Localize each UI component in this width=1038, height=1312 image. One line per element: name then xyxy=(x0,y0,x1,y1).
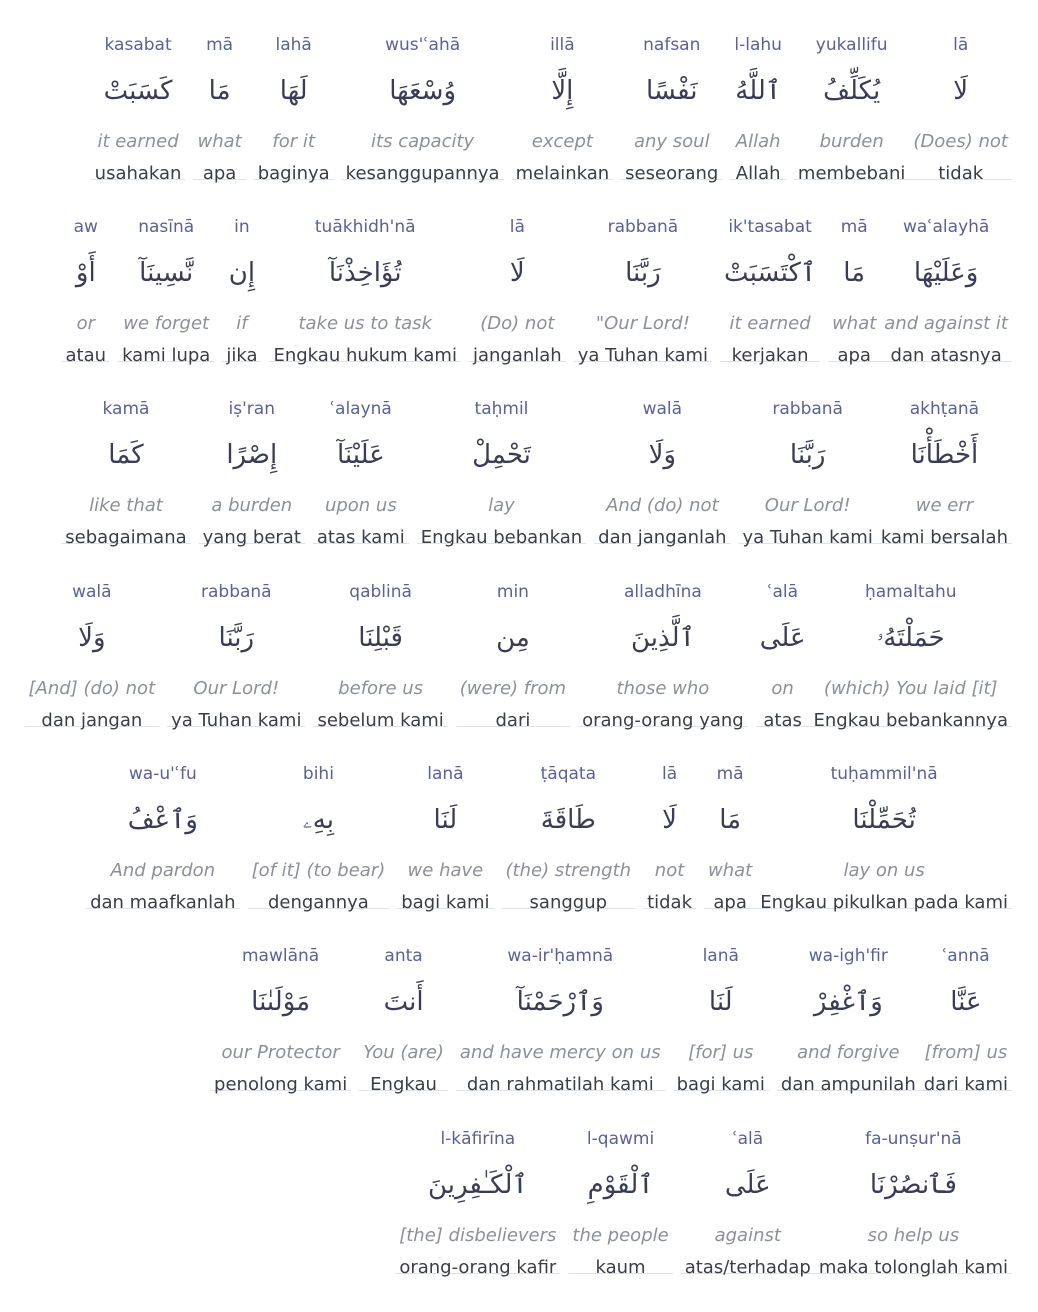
indonesian-meaning: penolong kami xyxy=(214,1074,348,1095)
arabic-word: ٱكْتَسَبَتْ xyxy=(724,258,817,288)
arabic-word: إِصْرًا xyxy=(226,440,278,470)
word-block[interactable] xyxy=(86,739,240,913)
arabic-word: إِلَّا xyxy=(551,76,574,106)
indonesian-meaning: janganlah xyxy=(472,345,562,366)
english-meaning: take us to task xyxy=(298,313,432,334)
english-meaning: the people xyxy=(572,1225,669,1246)
word-block[interactable] xyxy=(777,921,920,1095)
indonesian-meaning: atas kami xyxy=(316,527,405,548)
word-block[interactable] xyxy=(568,1104,672,1278)
indonesian-meaning: tidak xyxy=(647,892,693,913)
word-block[interactable] xyxy=(794,10,910,184)
transliteration: rabbanā xyxy=(201,582,272,602)
english-meaning: it earned xyxy=(97,131,179,152)
transliteration: kamā xyxy=(102,399,150,419)
english-meaning: lay xyxy=(488,495,515,516)
indonesian-meaning: kerjakan xyxy=(731,345,809,366)
word-block[interactable] xyxy=(313,374,409,548)
arabic-word: عَلَى xyxy=(759,623,806,653)
indonesian-meaning: dan jangan xyxy=(41,710,143,731)
word-block[interactable] xyxy=(920,921,1012,1095)
word-block[interactable] xyxy=(512,10,614,184)
english-meaning: and against it xyxy=(884,313,1008,334)
english-meaning: not xyxy=(654,860,685,881)
transliteration: walā xyxy=(72,582,112,602)
transliteration: iṣ'ran xyxy=(228,399,275,419)
verse-line xyxy=(17,557,1012,733)
transliteration: anta xyxy=(384,946,423,966)
indonesian-meaning: dan janganlah xyxy=(598,527,727,548)
indonesian-meaning: Engkau bebankan xyxy=(420,527,583,548)
word-block[interactable] xyxy=(704,739,756,913)
english-meaning: we forget xyxy=(123,313,210,334)
indonesian-meaning: dengannya xyxy=(267,892,369,913)
english-meaning: its capacity xyxy=(371,131,475,152)
word-block[interactable] xyxy=(456,921,665,1095)
english-meaning: we err xyxy=(915,495,974,516)
arabic-word: نَّسِينَآ xyxy=(139,258,194,288)
word-block[interactable] xyxy=(828,192,880,366)
word-block[interactable] xyxy=(720,192,820,366)
word-block[interactable] xyxy=(254,10,334,184)
word-block[interactable] xyxy=(681,1104,815,1278)
arabic-word: بِهِۦ xyxy=(302,805,334,835)
transliteration: ʿannā xyxy=(942,946,990,966)
verse-line xyxy=(387,1104,1012,1280)
verse-line xyxy=(53,374,1012,550)
arabic-word: رَبَّنَا xyxy=(789,440,826,470)
transliteration: kasabat xyxy=(104,35,172,55)
transliteration: ḥamaltahu xyxy=(864,582,957,602)
word-block[interactable] xyxy=(417,374,586,548)
english-meaning: for it xyxy=(272,131,315,152)
indonesian-meaning: orang-orang kafir xyxy=(399,1257,557,1278)
english-meaning: and forgive xyxy=(797,1042,900,1063)
english-meaning: what xyxy=(832,313,877,334)
indonesian-meaning: Engkau bebankannya xyxy=(813,710,1008,731)
transliteration: bihi xyxy=(302,764,334,784)
transliteration: lā xyxy=(661,764,678,784)
word-block[interactable] xyxy=(810,557,1012,731)
word-block[interactable] xyxy=(469,192,566,366)
english-meaning: burden xyxy=(819,131,884,152)
arabic-word: مَا xyxy=(719,805,742,835)
arabic-word: مِن xyxy=(496,623,530,653)
word-block[interactable] xyxy=(342,10,504,184)
arabic-word: تُؤَاخِذْنَآ xyxy=(328,258,402,288)
word-block[interactable] xyxy=(193,10,245,184)
word-block[interactable] xyxy=(359,921,448,1095)
transliteration: qablinā xyxy=(349,582,412,602)
indonesian-meaning: atau xyxy=(65,345,107,366)
arabic-word: عَلَى xyxy=(724,1170,771,1200)
indonesian-meaning: usahakan xyxy=(94,163,182,184)
english-meaning: Our Lord! xyxy=(193,678,280,699)
english-meaning: or xyxy=(76,313,95,334)
indonesian-meaning: kaum xyxy=(595,1257,646,1278)
arabic-word: رَبَّنَا xyxy=(218,623,255,653)
indonesian-meaning: yang berat xyxy=(202,527,301,548)
transliteration: l-lahu xyxy=(734,35,782,55)
transliteration: wa-ir'ḥamnā xyxy=(507,946,614,966)
arabic-word: لَا xyxy=(509,258,525,288)
word-block[interactable] xyxy=(594,374,730,548)
indonesian-meaning: kami lupa xyxy=(122,345,211,366)
indonesian-meaning: dan rahmatilah kami xyxy=(466,1074,654,1095)
english-meaning: upon us xyxy=(324,495,397,516)
word-block[interactable] xyxy=(62,192,111,366)
arabic-word: ٱلْقَوْمِ xyxy=(587,1170,654,1200)
english-meaning: any soul xyxy=(633,131,710,152)
word-block[interactable] xyxy=(815,1104,1012,1278)
arabic-word: رَبَّنَا xyxy=(625,258,661,288)
arabic-word: ٱللَّهُ xyxy=(735,76,781,106)
indonesian-meaning: tidak xyxy=(938,163,984,184)
verse-line xyxy=(54,192,1012,368)
english-meaning: Allah xyxy=(735,131,781,152)
arabic-word: لَا xyxy=(662,805,677,835)
arabic-word: وَلَا xyxy=(648,440,677,470)
arabic-word: تُحَمِّلْنَا xyxy=(852,805,916,835)
english-meaning: and have mercy on us xyxy=(459,1042,661,1063)
english-meaning: what xyxy=(708,860,753,881)
transliteration: tuḥammil'nā xyxy=(830,764,938,784)
transliteration: walā xyxy=(642,399,683,419)
indonesian-meaning: atas xyxy=(763,710,802,731)
english-meaning: except xyxy=(531,131,593,152)
transliteration: alladhīna xyxy=(624,582,702,602)
transliteration: taḥmil xyxy=(474,399,529,419)
word-block[interactable] xyxy=(739,374,877,548)
transliteration: ʿalā xyxy=(732,1129,764,1149)
transliteration: tuākhidh'nā xyxy=(314,217,416,237)
word-block[interactable] xyxy=(877,374,1012,548)
english-meaning: (which) You laid [it] xyxy=(823,678,998,699)
transliteration: nasīnā xyxy=(138,217,195,237)
indonesian-meaning: dari kami xyxy=(923,1074,1008,1095)
arabic-word: أَخْطَأْنَا xyxy=(910,440,979,470)
transliteration: mā xyxy=(840,217,868,237)
word-block[interactable] xyxy=(673,921,769,1095)
word-block[interactable] xyxy=(909,10,1012,184)
arabic-word: تَحْمِلْ xyxy=(472,440,531,470)
word-block[interactable] xyxy=(456,557,570,731)
arabic-word: وَٱرْحَمْنَآ xyxy=(516,987,604,1017)
indonesian-meaning: Engkau hukum kami xyxy=(273,345,457,366)
transliteration: aw xyxy=(73,217,98,237)
transliteration: mā xyxy=(206,35,234,55)
word-block[interactable] xyxy=(118,192,214,366)
indonesian-meaning: ya Tuhan kami xyxy=(742,527,873,548)
english-meaning: those who xyxy=(616,678,710,699)
arabic-word: وَعَلَيْهَا xyxy=(913,258,979,288)
indonesian-meaning: melainkan xyxy=(515,163,610,184)
arabic-word: فَٱنصُرْنَا xyxy=(869,1170,957,1200)
arabic-word: ٱلْكَـٰفِرِينَ xyxy=(427,1170,528,1200)
indonesian-meaning: apa xyxy=(713,892,747,913)
arabic-word: مَا xyxy=(843,258,866,288)
word-block[interactable] xyxy=(222,192,261,366)
word-block[interactable] xyxy=(756,557,810,731)
english-meaning: [for] us xyxy=(688,1042,754,1063)
arabic-word: وُسْعَهَا xyxy=(389,76,457,106)
transliteration: lanā xyxy=(427,764,464,784)
english-meaning: so help us xyxy=(867,1225,960,1246)
english-meaning: on xyxy=(771,678,794,699)
transliteration: min xyxy=(496,582,529,602)
word-block[interactable] xyxy=(210,921,351,1095)
english-meaning: like that xyxy=(89,495,163,516)
verse-line xyxy=(202,921,1012,1097)
english-meaning: [And] (do) not xyxy=(28,678,156,699)
verse-line xyxy=(78,739,1012,915)
indonesian-meaning: kesanggupannya xyxy=(345,163,500,184)
arabic-word: قَبْلِنَا xyxy=(358,623,403,653)
transliteration: mawlānā xyxy=(242,946,320,966)
transliteration: ʿalaynā xyxy=(329,399,392,419)
english-meaning: (Do) not xyxy=(480,313,555,334)
word-block[interactable] xyxy=(395,1104,560,1278)
transliteration: rabbanā xyxy=(607,217,679,237)
indonesian-meaning: sebagaimana xyxy=(65,527,187,548)
indonesian-meaning: dari xyxy=(495,710,531,731)
transliteration: lā xyxy=(953,35,969,55)
word-block[interactable] xyxy=(25,557,160,731)
indonesian-meaning: kami bersalah xyxy=(880,527,1008,548)
arabic-word: نَفْسًا xyxy=(646,76,698,106)
indonesian-meaning: maka tolonglah kami xyxy=(818,1257,1008,1278)
english-meaning: "Our Lord! xyxy=(595,313,690,334)
indonesian-meaning: Allah xyxy=(735,163,781,184)
english-meaning: before us xyxy=(338,678,424,699)
english-meaning: we have xyxy=(407,860,484,881)
english-meaning: (were) from xyxy=(459,678,567,699)
indonesian-meaning: seseorang xyxy=(625,163,719,184)
indonesian-meaning: Engkau xyxy=(370,1074,437,1095)
indonesian-meaning: baginya xyxy=(257,163,330,184)
arabic-word: لَهَا xyxy=(279,76,308,106)
verse-line xyxy=(83,10,1012,186)
word-block[interactable] xyxy=(643,739,696,913)
indonesian-meaning: bagi kami xyxy=(401,892,490,913)
english-meaning: [the] disbelievers xyxy=(399,1225,557,1246)
transliteration: wa-igh'fir xyxy=(808,946,888,966)
arabic-word: أَنتَ xyxy=(383,987,424,1017)
transliteration: lahā xyxy=(275,35,312,55)
arabic-word: لَنَا xyxy=(708,987,733,1017)
transliteration: l-kāfirīna xyxy=(440,1129,516,1149)
arabic-word: ٱلَّذِينَ xyxy=(630,623,695,653)
arabic-word: لَنَا xyxy=(433,805,458,835)
word-block[interactable] xyxy=(248,739,390,913)
transliteration: ʿalā xyxy=(767,582,798,602)
transliteration: ik'tasabat xyxy=(728,217,812,237)
indonesian-meaning: ya Tuhan kami xyxy=(171,710,302,731)
transliteration: l-qawmi xyxy=(586,1129,655,1149)
english-meaning: against xyxy=(714,1225,781,1246)
transliteration: rabbanā xyxy=(772,399,843,419)
word-block[interactable] xyxy=(621,10,722,184)
arabic-word: أَوْ xyxy=(75,258,96,288)
word-block[interactable] xyxy=(199,374,305,548)
english-meaning: our Protector xyxy=(221,1042,340,1063)
transliteration: in xyxy=(234,217,250,237)
word-block[interactable] xyxy=(61,374,190,548)
word-block[interactable] xyxy=(502,739,636,913)
indonesian-meaning: orang-orang yang xyxy=(582,710,744,731)
arabic-word: عَلَيْنَآ xyxy=(336,440,385,470)
transliteration: lā xyxy=(509,217,525,237)
transliteration: yukallifu xyxy=(815,35,888,55)
arabic-word: وَٱعْفُ xyxy=(127,805,198,835)
word-block[interactable] xyxy=(730,10,786,184)
arabic-word: إِن xyxy=(228,258,256,288)
indonesian-meaning: bagi kami xyxy=(676,1074,765,1095)
english-meaning: You (are) xyxy=(363,1042,444,1063)
english-meaning: it earned xyxy=(729,313,811,334)
english-meaning: if xyxy=(236,313,248,334)
transliteration: fa-unṣur'nā xyxy=(865,1129,962,1149)
arabic-word: لَا xyxy=(953,76,969,106)
word-block[interactable] xyxy=(167,557,305,731)
arabic-word: وَٱغْفِرْ xyxy=(813,987,883,1017)
indonesian-meaning: membebani xyxy=(797,163,906,184)
transliteration: nafsan xyxy=(643,35,701,55)
english-meaning: a burden xyxy=(211,495,293,516)
indonesian-meaning: jika xyxy=(226,345,258,366)
word-block[interactable] xyxy=(880,192,1012,366)
arabic-word: مَوْلَىٰنَا xyxy=(251,987,311,1017)
indonesian-meaning: dan ampunilah xyxy=(780,1074,916,1095)
indonesian-meaning: apa xyxy=(202,163,237,184)
transliteration: lanā xyxy=(702,946,739,966)
english-meaning: (Does) not xyxy=(913,131,1008,152)
indonesian-meaning: sebelum kami xyxy=(317,710,444,731)
arabic-word: وَلَا xyxy=(78,623,106,653)
english-meaning: [of it] (to bear) xyxy=(251,860,386,881)
indonesian-meaning: atas/terhadap xyxy=(684,1257,811,1278)
arabic-word: حَمَلْتَهُۥ xyxy=(876,623,945,653)
word-block[interactable] xyxy=(578,557,748,731)
word-block[interactable] xyxy=(574,192,712,366)
indonesian-meaning: ya Tuhan kami xyxy=(577,345,709,366)
english-meaning: And (do) not xyxy=(606,495,719,516)
transliteration: waʿalayhā xyxy=(902,217,990,237)
english-meaning: And pardon xyxy=(110,860,216,881)
transliteration: wa-u'ʿfu xyxy=(128,764,197,784)
transliteration: illā xyxy=(550,35,575,55)
transliteration: ṭāqata xyxy=(540,764,596,784)
arabic-word: طَاقَةَ xyxy=(540,805,596,835)
transliteration: wus'ʿahā xyxy=(385,35,461,55)
arabic-word: كَسَبَتْ xyxy=(103,76,173,106)
arabic-word: يُكَلِّفُ xyxy=(823,76,881,106)
english-meaning: what xyxy=(197,131,242,152)
arabic-word: عَنَّا xyxy=(950,987,982,1017)
english-meaning: [from] us xyxy=(924,1042,1008,1063)
indonesian-meaning: dan maafkanlah xyxy=(90,892,236,913)
arabic-word: مَا xyxy=(208,76,231,106)
word-block[interactable] xyxy=(756,739,1012,913)
transliteration: mā xyxy=(716,764,744,784)
english-meaning: (the) strength xyxy=(505,860,632,881)
indonesian-meaning: sanggup xyxy=(529,892,608,913)
indonesian-meaning: dan atasnya xyxy=(890,345,1002,366)
word-block[interactable] xyxy=(91,10,186,184)
english-meaning: lay on us xyxy=(843,860,925,881)
indonesian-meaning: apa xyxy=(837,345,871,366)
transliteration: akhṭanā xyxy=(909,399,980,419)
word-block[interactable] xyxy=(397,739,493,913)
english-meaning: Our Lord! xyxy=(764,495,851,516)
word-block[interactable] xyxy=(313,557,447,731)
indonesian-meaning: Engkau pikulkan pada kami xyxy=(760,892,1008,913)
arabic-word: كَمَا xyxy=(108,440,144,470)
word-block[interactable] xyxy=(269,192,461,366)
